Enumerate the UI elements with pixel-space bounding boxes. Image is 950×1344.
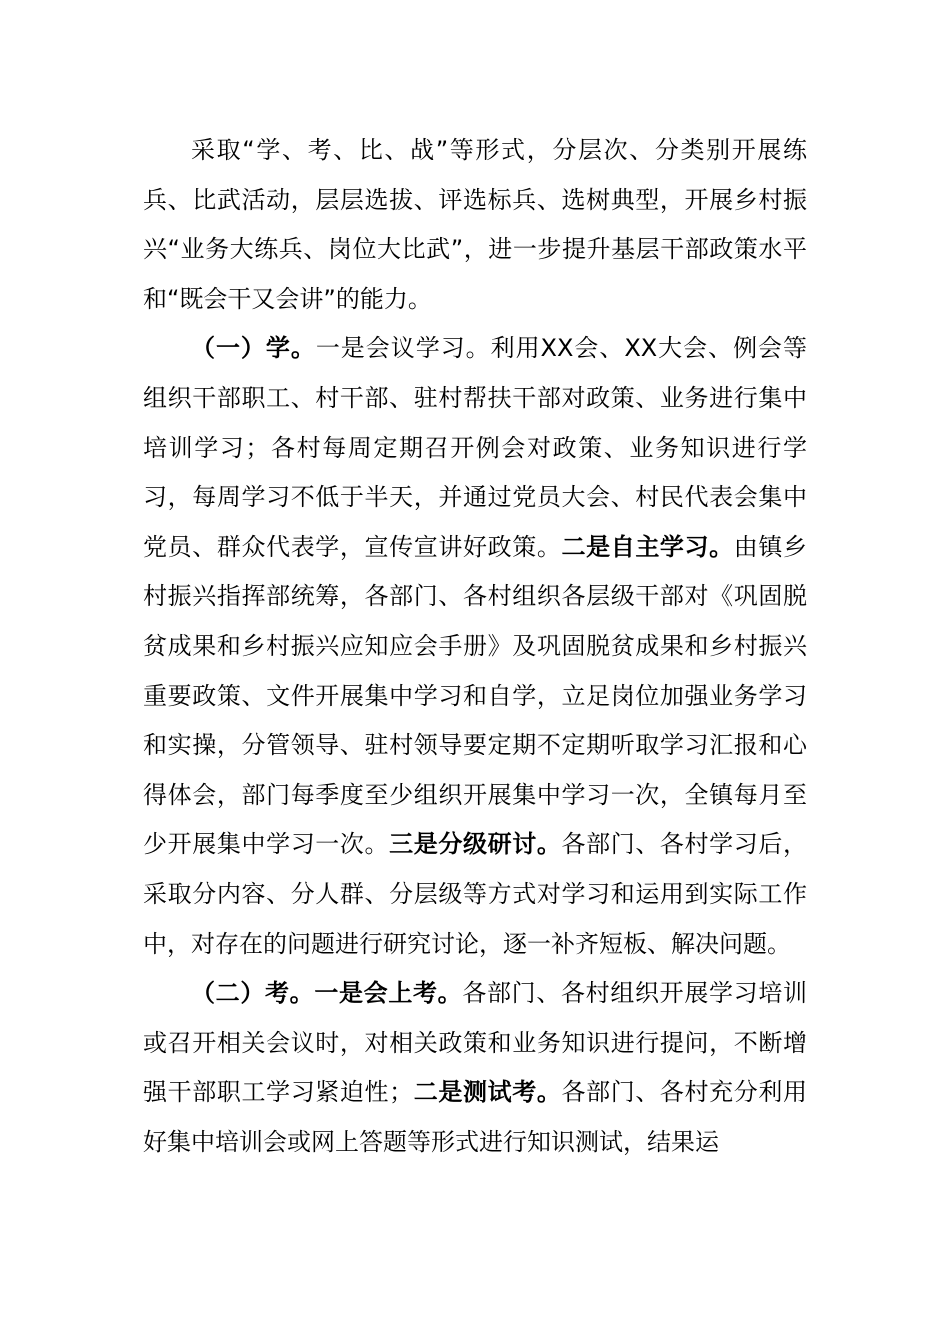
text-run: 采取“学、考、比、战”等形式，分层次、分类别开展练兵、比武活动，层层选拔、评选标兵、选树典型，开展乡村振兴“业务大练兵、岗位大比武”，进一步提升基层干部政策水平和“既会干又会讲”的能力。 (143, 136, 807, 313)
paragraph-intro (143, 126, 807, 324)
paragraph-section-study (143, 324, 807, 969)
text-run: 由镇乡村振兴指挥部统筹，各部门、各村组织各层级干部对《巩固脱贫成果和乡村振兴应知应会手册》及巩固脱贫成果和乡村振兴重要政策、文件开展集中学习和自学，立足岗位加强业务学习和实操，分管领导、驻村领导要定期不定期听取学习汇报和心得体会，部门每季度至少组织开展集中学习一次，全镇每月至少开展集中学习一次。 (143, 532, 808, 859)
subheading-self-study: 二是自主学习。 (561, 532, 734, 561)
section-heading-study: （一）学。 (191, 334, 316, 363)
subheading-graded-discussion: 三是分级研讨。 (389, 830, 562, 859)
text-run: 各部门、各村学习后，采取分内容、分人群、分层级等方式对学习和运用到实际工作中，对存在的问题进行研究讨论，逐一补齐短板、解决问题。 (143, 830, 808, 958)
text-run: 一是会议学习。利用XX会、XX大会、例会等组织干部职工、村干部、驻村帮扶干部对政策、业务进行集中培训学习；各村每周定期召开例会对政策、业务知识进行学习，每周学习不低于半天，并通过党员大会、村民代表会集中党员、群众代表学，宣传宣讲好政策。 (143, 334, 808, 561)
text-run: 各部门、各村充分利用好集中培训会或网上答题等形式进行知识测试，结果运 (143, 1078, 808, 1156)
paragraph-section-exam (143, 969, 807, 1167)
document-body (143, 126, 807, 1167)
section-heading-exam: （二）考。一是会上考。 (191, 979, 463, 1008)
subheading-test-exam: 二是测试考。 (413, 1078, 562, 1107)
text-run: 各部门、各村组织开展学习培训或召开相关会议时，对相关政策和业务知识进行提问，不断增强干部职工学习紧迫性； (143, 979, 808, 1107)
